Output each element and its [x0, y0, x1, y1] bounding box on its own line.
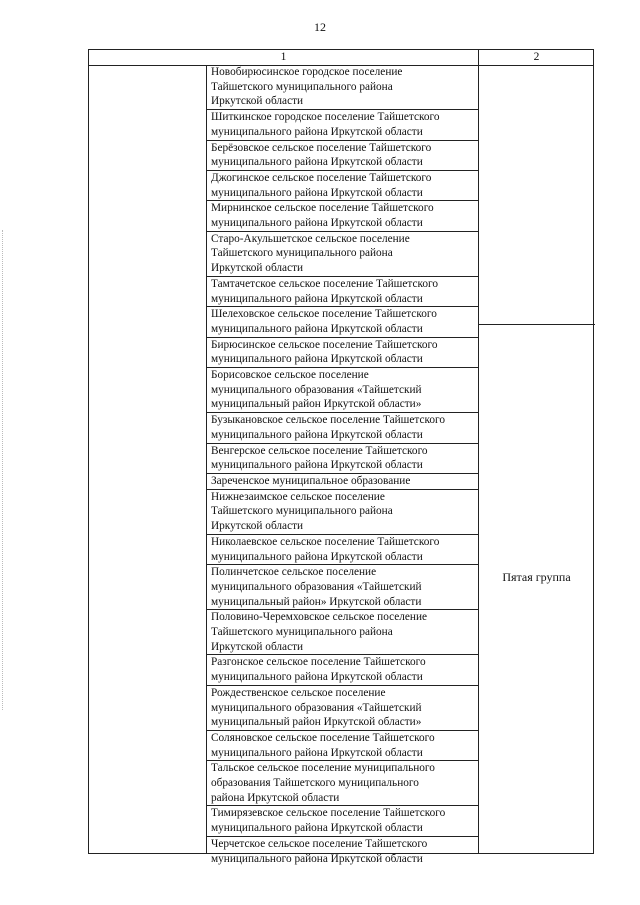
- settlement-cell: Нижнезаимское сельское поселение Тайшетского муниципального района Иркутской области: [206, 490, 478, 535]
- settlement-cell: Разгонское сельское поселение Тайшетского муниципального района Иркутской области: [206, 655, 478, 685]
- settlement-cell: Полинчетское сельское поселение муниципального образования «Тайшетский муниципальный район» Иркутской области: [206, 565, 478, 610]
- settlement-cell: Черчетское сельское поселение Тайшетского муниципального района Иркутской области: [211, 837, 428, 865]
- settlement-cell: Тамтачетское сельское поселение Тайшетского муниципального района Иркутской области: [206, 277, 478, 307]
- group-divider: [478, 324, 595, 325]
- column-header-1: 1: [280, 51, 287, 63]
- settlement-cell: Рождественское сельское поселение муниципального образования «Тайшетский муниципальный район Иркутской области»: [206, 686, 478, 731]
- settlement-cell: Бирюсинское сельское поселение Тайшетского муниципального района Иркутской области: [206, 338, 478, 368]
- group-label: Пятая группа: [502, 570, 571, 584]
- settlement-cell: Шелеховское сельское поселение Тайшетского муниципального района Иркутской области: [206, 307, 478, 337]
- settlement-cell: Мирнинское сельское поселение Тайшетского муниципального района Иркутской области: [206, 201, 478, 231]
- settlement-cell: Тальское сельское поселение муниципального образования Тайшетского муниципального района Иркутской области: [206, 761, 478, 806]
- settlement-cell: Зареченское муниципальное образование: [206, 474, 478, 490]
- settlement-cell: Джогинское сельское поселение Тайшетского муниципального района Иркутской области: [206, 171, 478, 201]
- page-number: 12: [314, 20, 326, 34]
- settlement-cell: Берёзовское сельское поселение Тайшетского муниципального района Иркутской области: [206, 141, 478, 171]
- settlement-cell: Половино-Черемховское сельское поселение Тайшетского муниципального района Иркутской области: [206, 610, 478, 655]
- settlement-cell: Венгерское сельское поселение Тайшетского муниципального района Иркутской области: [206, 444, 478, 474]
- column-divider: [478, 50, 479, 853]
- settlement-cell: Тимирязевское сельское поселение Тайшетского муниципального района Иркутской области: [206, 806, 478, 836]
- settlement-cell: Борисовское сельское поселение муниципального образования «Тайшетский муниципальный район Иркутской области»: [206, 368, 478, 413]
- settlement-cell: Старо-Акульшетское сельское поселение Тайшетского муниципального района Иркутской области: [206, 232, 478, 277]
- settlement-cell: Соляновское сельское поселение Тайшетского муниципального района Иркутской области: [206, 731, 478, 761]
- settlement-list: [206, 65, 478, 866]
- settlement-cell: Николаевское сельское поселение Тайшетского муниципального района Иркутской области: [206, 535, 478, 565]
- table: [88, 49, 594, 865]
- column-header-2: 2: [533, 51, 540, 63]
- margin-scan-artifact: [2, 230, 7, 710]
- settlement-cell: Бузыкановское сельское поселение Тайшетского муниципального района Иркутской области: [206, 413, 478, 443]
- settlement-cell: Шиткинское городское поселение Тайшетского муниципального района Иркутской области: [206, 110, 478, 140]
- settlement-cell: Новобирюсинское городское поселение Тайшетского муниципального района Иркутской области: [206, 65, 478, 110]
